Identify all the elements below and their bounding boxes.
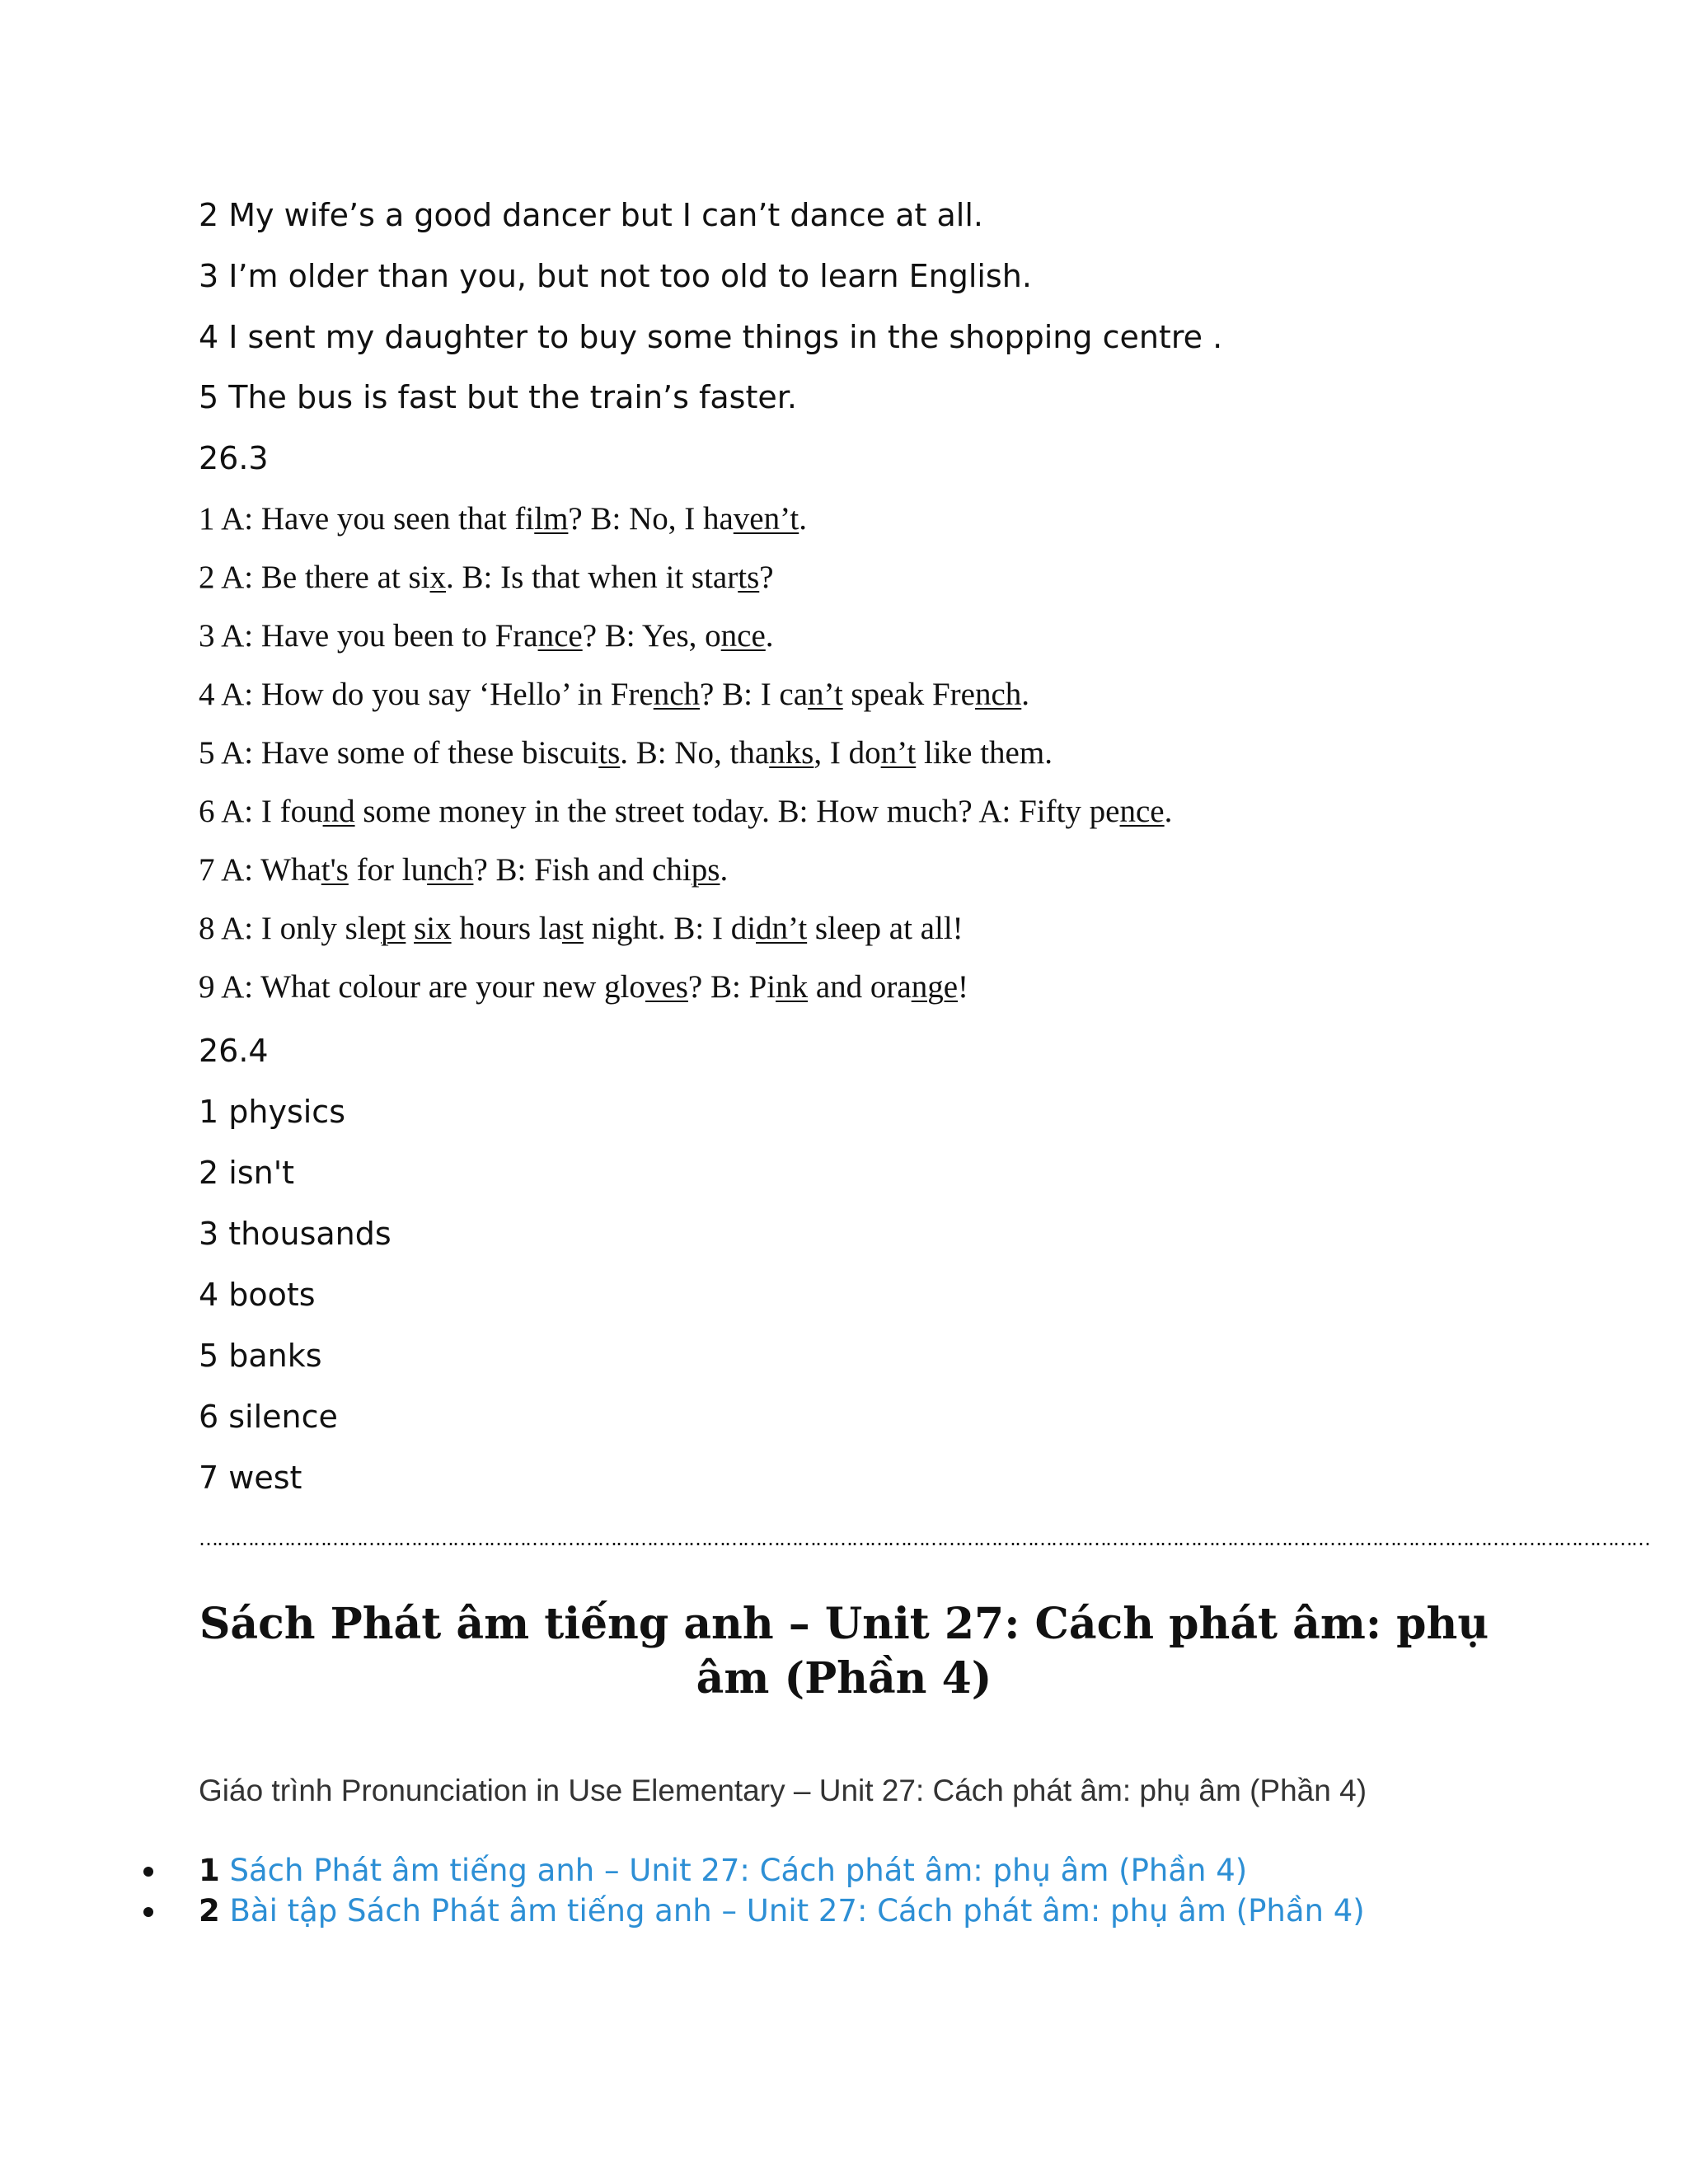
answer-item: 1 physics xyxy=(199,1094,345,1130)
underlined-sound: pt xyxy=(381,911,406,946)
dialogue-text: . B: No, tha xyxy=(620,735,770,771)
underlined-sound: nge xyxy=(911,969,958,1005)
answer-item: 5 banks xyxy=(199,1338,322,1374)
dialogue-text: ! xyxy=(958,969,968,1005)
dialogue-text: ? B: I ca xyxy=(700,677,809,712)
dialogue-text: speak Fre xyxy=(842,677,975,712)
answer-item: 2 isn't xyxy=(199,1155,295,1191)
answer-item: 7 west xyxy=(199,1460,302,1496)
dialogue-text: 1 A: Have you seen that fi xyxy=(199,501,535,537)
underlined-sound: nce xyxy=(1119,794,1165,829)
bullet-icon xyxy=(143,1907,153,1917)
underlined-sound: n’t xyxy=(808,677,843,712)
toc-item xyxy=(140,1850,1365,1891)
section-heading-26-3: 26.3 xyxy=(199,440,269,476)
article-intro: Giáo trình Pronunciation in Use Elementary – Unit 27: Cách phát âm: phụ âm (Phần 4) xyxy=(199,1774,1367,1807)
dialogue-line xyxy=(199,616,774,657)
dialogue-text: 3 A: Have you been to Fra xyxy=(199,618,538,654)
dialogue-line xyxy=(199,733,1053,774)
underlined-sound: nks xyxy=(769,735,814,771)
underlined-sound: ps xyxy=(691,852,720,888)
underlined-sound: ven’t xyxy=(733,501,799,537)
underlined-sound: nch xyxy=(974,677,1022,712)
bullet-icon xyxy=(143,1867,153,1877)
dialogue-text: hours la xyxy=(451,911,562,946)
dialogue-text: ? B: Yes, o xyxy=(582,618,721,654)
dialogue-text: 5 A: Have some of these biscui xyxy=(199,735,599,771)
dialogue-text: , I do xyxy=(814,735,881,771)
underlined-sound: x xyxy=(429,560,447,595)
dialogue-text: and ora xyxy=(808,969,912,1005)
dialogue-text: 6 A: I fou xyxy=(199,794,323,829)
dialogue-text: . xyxy=(720,852,729,888)
toc-number: 2 xyxy=(199,1893,220,1929)
underlined-sound: lm xyxy=(534,501,569,537)
dialogue-line xyxy=(199,967,968,1008)
dialogue-text: 7 A: Wha xyxy=(199,852,321,888)
toc-number: 1 xyxy=(199,1853,220,1888)
dialogue-line xyxy=(199,850,728,891)
dialogue-text: for lu xyxy=(348,852,428,888)
dialogue-text: . xyxy=(765,618,774,654)
answer-item: 4 boots xyxy=(199,1277,316,1313)
dialogue-line xyxy=(199,499,807,540)
dialogue-text: ? B: Fish and chi xyxy=(473,852,692,888)
toc-link[interactable]: Sách Phát âm tiếng anh – Unit 27: Cách phát âm: phụ âm (Phần 4) xyxy=(229,1853,1248,1888)
toc-link[interactable]: Bài tập Sách Phát âm tiếng anh – Unit 27: Cách phát âm: phụ âm (Phần 4) xyxy=(229,1893,1365,1929)
underlined-sound: dn’t xyxy=(756,911,808,946)
underlined-sound: ts xyxy=(598,735,621,771)
dotted-divider: …………………………………………………………………………………………………………………………………………………………………………………………………………………… xyxy=(199,1527,1649,1550)
dialogue-text: 9 A: What colour are your new glo xyxy=(199,969,645,1005)
dialogue-text: . xyxy=(1164,794,1173,829)
dialogue-text: 8 A: I only sle xyxy=(199,911,381,946)
table-of-contents xyxy=(140,1850,1365,1931)
dialogue-text: . xyxy=(1021,677,1030,712)
underlined-sound: ts xyxy=(738,560,760,595)
dialogue-text: . B: Is that when it star xyxy=(446,560,738,595)
dialogue-text: . xyxy=(799,501,807,537)
answer-line: 4 I sent my daughter to buy some things in the shopping centre . xyxy=(199,319,1223,355)
answer-line: 5 The bus is fast but the train’s faster. xyxy=(199,379,797,415)
answer-line: 2 My wife’s a good dancer but I can’t dance at all. xyxy=(199,197,983,233)
dialogue-text: 2 A: Be there at si xyxy=(199,560,430,595)
section-heading-26-4: 26.4 xyxy=(199,1033,269,1069)
dialogue-line xyxy=(199,791,1172,832)
underlined-sound: t's xyxy=(321,852,349,888)
underlined-sound: nch xyxy=(653,677,701,712)
dialogue-line xyxy=(199,557,774,598)
answer-line: 3 I’m older than you, but not too old to learn English. xyxy=(199,258,1032,294)
answer-item: 6 silence xyxy=(199,1399,338,1435)
underlined-sound: six xyxy=(414,911,452,946)
dialogue-text: ? B: No, I ha xyxy=(568,501,734,537)
toc-item xyxy=(140,1891,1365,1931)
dialogue-text: some money in the street today. B: How much? A: Fifty pe xyxy=(354,794,1120,829)
underlined-sound: n’t xyxy=(880,735,917,771)
dialogue-text: like them. xyxy=(916,735,1053,771)
underlined-sound: nce xyxy=(720,618,766,654)
underlined-sound: st xyxy=(561,911,584,946)
dialogue-line xyxy=(199,908,964,949)
dialogue-text: night. B: I di xyxy=(583,911,757,946)
dialogue-text: ? xyxy=(759,560,774,595)
dialogue-text: 4 A: How do you say ‘Hello’ in Fre xyxy=(199,677,654,712)
underlined-sound: nk xyxy=(776,969,809,1005)
dialogue-line xyxy=(199,674,1029,715)
underlined-sound: ves xyxy=(645,969,688,1005)
dialogue-text: ? B: Pi xyxy=(687,969,776,1005)
dialogue-text xyxy=(406,911,414,946)
underlined-sound: nch xyxy=(427,852,474,888)
underlined-sound: nce xyxy=(537,618,583,654)
answer-item: 3 thousands xyxy=(199,1216,392,1252)
article-title: Sách Phát âm tiếng anh – Unit 27: Cách phát âm: phụ âm (Phần 4) xyxy=(199,1599,1489,1704)
underlined-sound: nd xyxy=(322,794,355,829)
dialogue-text: sleep at all! xyxy=(807,911,964,946)
